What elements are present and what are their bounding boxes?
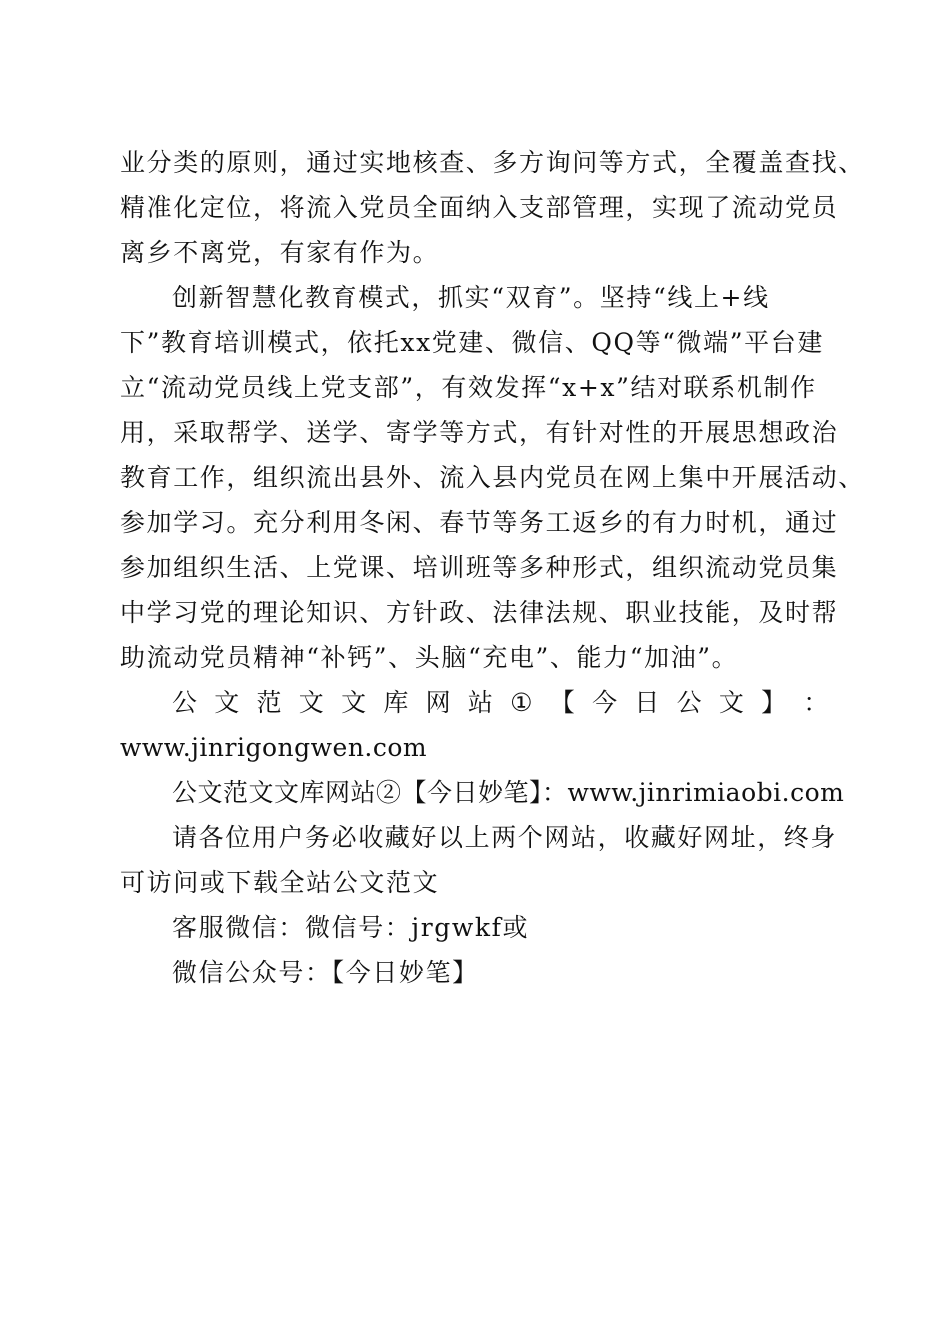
document-body [120, 140, 865, 995]
paragraph-line: 中学习党的理论知识、方针政、法律法规、职业技能，及时帮 [120, 598, 839, 627]
paragraph-line: 离乡不离党，有家有作为。 [120, 238, 440, 267]
site1-char: 站 [467, 688, 495, 717]
site1-char: 公 [172, 688, 199, 717]
site1-char: 公 [676, 688, 704, 717]
official-account: 微信公众号：【今日妙笔】 [172, 958, 479, 987]
paragraph-line: 用，采取帮学、送学、寄学等方式，有针对性的开展思想政治 [120, 418, 839, 447]
site1-char: 文 [341, 688, 368, 717]
site1-char: 文 [298, 688, 326, 717]
service-wechat: 客服微信：微信号：jrgwkf或 [172, 913, 530, 942]
site1-char: 【 [549, 688, 577, 717]
site1-heading [120, 680, 830, 725]
site1-char: ① [510, 688, 535, 717]
site1-char: 日 [634, 688, 661, 717]
paragraph-line: 教育工作，组织流出县外、流入县内党员在网上集中开展活动、 [120, 463, 865, 492]
paragraph-line: 助流动党员精神“补钙”、头脑“充电”、能力“加油”。 [120, 643, 739, 672]
paragraph-line: 业分类的原则，通过实地核查、多方询问等方式，全覆盖查找、 [120, 148, 865, 177]
site1-char: 文 [718, 688, 746, 717]
site1-char: 库 [383, 688, 410, 717]
paragraph-line: 立“流动党员线上党支部”，有效发挥“x+x”结对联系机制作 [120, 373, 817, 402]
paragraph-line: 参加学习。充分利用冬闲、春节等务工返乡的有力时机，通过 [120, 508, 839, 537]
paragraph-line: 创新智慧化教育模式，抓实“双育”。坚持“线上+线 [172, 283, 770, 312]
site1-char: 】 [761, 688, 788, 717]
notice-line: 请各位用户务必收藏好以上两个网站，收藏好网址，终身 [172, 823, 838, 852]
site1-char: ： [803, 688, 830, 717]
paragraph-line: 精准化定位，将流入党员全面纳入支部管理，实现了流动党员 [120, 193, 839, 222]
paragraph-line: 参加组织生活、上党课、培训班等多种形式，组织流动党员集 [120, 553, 839, 582]
site1-char: 文 [214, 688, 241, 717]
site1-char: 范 [256, 688, 284, 717]
site1-url[interactable]: www.jinrigongwen.com [120, 733, 428, 762]
site2-line: 公文范文文库网站②【今日妙笔】：www.jinrimiaobi.com [172, 778, 845, 807]
site1-char: 网 [425, 688, 453, 717]
notice-line: 可访问或下载全站公文范文 [120, 868, 440, 897]
paragraph-line: 下”教育培训模式，依托xx党建、微信、QQ等“微端”平台建 [120, 328, 824, 357]
site1-char: 今 [592, 688, 619, 717]
